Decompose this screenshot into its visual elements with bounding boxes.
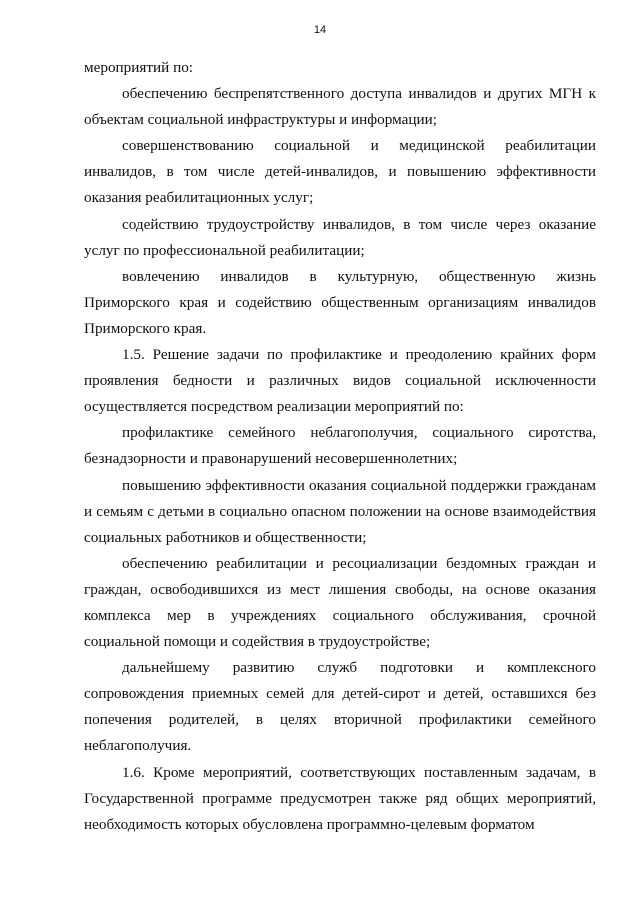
paragraph-foster-families: дальнейшему развитию служб подготовки и комплексного сопровождения приемных семей для детей-сирот и детей, оставшихся без попечения родителей, в целях вторичной профилактики семейного неблагополучия.	[84, 659, 596, 755]
paragraph-social-support: повышению эффективности оказания социальной поддержки гражданам и семьям с детьми в социально опасном положении на основе взаимодействия социальных работников и общественности;	[84, 476, 596, 546]
page-number: 14	[313, 24, 327, 36]
paragraph-continuation: мероприятий по:	[84, 59, 194, 76]
paragraph-accessibility: обеспечению беспрепятственного доступа инвалидов и других МГН к объектам социальной инфраструктуры и информации;	[84, 85, 596, 129]
paragraph-rehabilitation: совершенствованию социальной и медицинской реабилитации инвалидов, в том числе детей-инвалидов, и повышению эффективности оказания реабилитационных услуг;	[84, 137, 596, 207]
paragraph-cultural-involvement: вовлечению инвалидов в культурную, общественную жизнь Приморского края и содействию общественным организациям инвалидов Приморского края.	[84, 267, 596, 337]
paragraph-family-prevention: профилактике семейного неблагополучия, социального сиротства, безнадзорности и правонарушений несовершеннолетних;	[84, 424, 596, 468]
paragraph-section-1-6: 1.6. Кроме мероприятий, соответствующих поставленным задачам, в Государственной программе предусмотрен также ряд общих мероприятий, необходимость которых обусловлена программно-целевым форматом	[84, 763, 596, 833]
document-body	[84, 55, 596, 838]
paragraph-homeless-resocialization: обеспечению реабилитации и ресоциализации бездомных граждан и граждан, освободившихся из мест лишения свободы, на основе оказания комплекса мер в учреждениях социального обслуживания, срочной социальной помощи и содействия в трудоустройстве;	[84, 554, 596, 651]
paragraph-employment: содействию трудоустройству инвалидов, в том числе через оказание услуг по профессиональной реабилитации;	[84, 215, 596, 259]
paragraph-section-1-5: 1.5. Решение задачи по профилактике и преодолению крайних форм проявления бедности и различных видов социальной исключенности осуществляется посредством реализации мероприятий по:	[84, 346, 596, 416]
